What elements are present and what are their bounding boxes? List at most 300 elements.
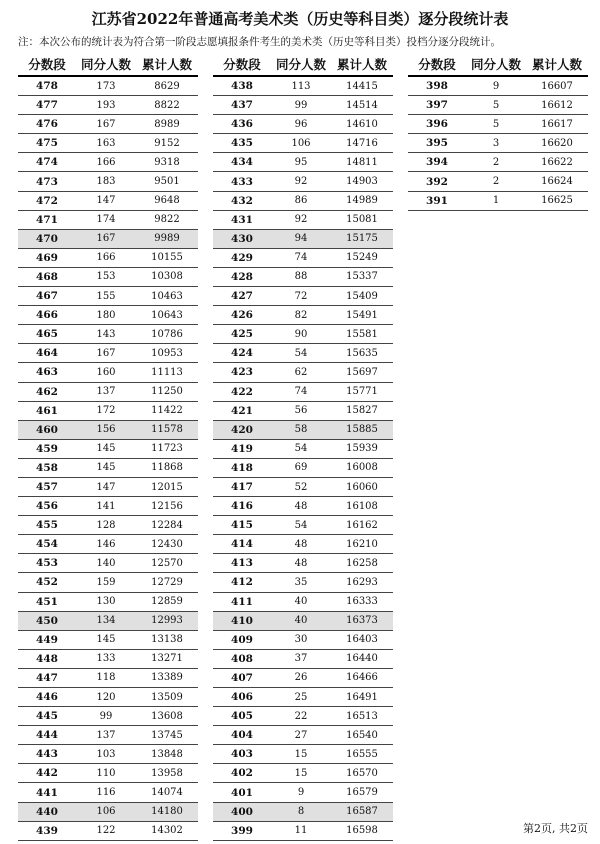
same-count-cell: 94 <box>271 229 331 248</box>
cumulative-cell: 12430 <box>136 535 198 554</box>
table-row <box>213 115 393 134</box>
cumulative-cell: 15337 <box>331 267 393 286</box>
score-cell: 452 <box>18 573 76 592</box>
table-header-row <box>18 52 198 76</box>
same-count-cell: 40 <box>271 611 331 630</box>
score-cell: 420 <box>213 420 271 439</box>
table-row <box>18 344 198 363</box>
score-cell: 430 <box>213 229 271 248</box>
header-same-count: 同分人数 <box>271 52 331 76</box>
same-count-cell: 160 <box>76 363 136 382</box>
same-count-cell: 103 <box>76 745 136 764</box>
score-cell: 436 <box>213 115 271 134</box>
table-row <box>18 668 198 687</box>
score-cell: 424 <box>213 344 271 363</box>
cumulative-cell: 15409 <box>331 287 393 306</box>
table-row <box>18 458 198 477</box>
same-count-cell: 99 <box>76 707 136 726</box>
score-cell: 470 <box>18 229 76 248</box>
same-count-cell: 48 <box>271 554 331 573</box>
score-cell: 409 <box>213 630 271 649</box>
score-cell: 460 <box>18 420 76 439</box>
same-count-cell: 8 <box>271 802 331 821</box>
score-cell: 396 <box>408 115 466 134</box>
same-count-cell: 54 <box>271 344 331 363</box>
cumulative-cell: 9822 <box>136 210 198 229</box>
same-count-cell: 40 <box>271 592 331 611</box>
score-cell: 391 <box>408 191 466 210</box>
score-cell: 419 <box>213 439 271 458</box>
table-row <box>213 76 393 96</box>
table-row <box>18 516 198 535</box>
cumulative-cell: 16513 <box>331 707 393 726</box>
header-cumulative: 累计人数 <box>331 52 393 76</box>
table-row <box>408 172 588 191</box>
same-count-cell: 74 <box>271 248 331 267</box>
same-count-cell: 145 <box>76 458 136 477</box>
cumulative-cell: 14989 <box>331 191 393 210</box>
table-row <box>18 153 198 172</box>
same-count-cell: 9 <box>271 783 331 802</box>
same-count-cell: 137 <box>76 726 136 745</box>
cumulative-cell: 10308 <box>136 267 198 286</box>
table-row <box>213 516 393 535</box>
table-row <box>18 573 198 592</box>
same-count-cell: 25 <box>271 688 331 707</box>
table-row <box>408 191 588 210</box>
score-cell: 451 <box>18 592 76 611</box>
cumulative-cell: 16620 <box>526 134 588 153</box>
same-count-cell: 120 <box>76 688 136 707</box>
cumulative-cell: 13848 <box>136 745 198 764</box>
cumulative-cell: 15697 <box>331 363 393 382</box>
same-count-cell: 58 <box>271 420 331 439</box>
table-row <box>18 439 198 458</box>
same-count-cell: 56 <box>271 401 331 420</box>
cumulative-cell: 9318 <box>136 153 198 172</box>
score-cell: 461 <box>18 401 76 420</box>
table-row <box>213 229 393 248</box>
score-cell: 450 <box>18 611 76 630</box>
table-row <box>213 573 393 592</box>
score-cell: 448 <box>18 649 76 668</box>
table-row <box>18 726 198 745</box>
same-count-cell: 95 <box>271 153 331 172</box>
cumulative-cell: 14811 <box>331 153 393 172</box>
cumulative-cell: 12859 <box>136 592 198 611</box>
cumulative-cell: 11422 <box>136 401 198 420</box>
same-count-cell: 82 <box>271 306 331 325</box>
score-cell: 435 <box>213 134 271 153</box>
same-count-cell: 92 <box>271 210 331 229</box>
table-row <box>18 306 198 325</box>
same-count-cell: 62 <box>271 363 331 382</box>
score-cell: 425 <box>213 325 271 344</box>
same-count-cell: 15 <box>271 745 331 764</box>
same-count-cell: 48 <box>271 497 331 516</box>
table-row <box>18 76 198 96</box>
cumulative-cell: 16622 <box>526 153 588 172</box>
header-same-count: 同分人数 <box>466 52 526 76</box>
table-row <box>18 287 198 306</box>
cumulative-cell: 9989 <box>136 229 198 248</box>
table-row <box>213 726 393 745</box>
cumulative-cell: 8822 <box>136 96 198 115</box>
cumulative-cell: 16008 <box>331 458 393 477</box>
cumulative-cell: 13271 <box>136 649 198 668</box>
same-count-cell: 140 <box>76 554 136 573</box>
same-count-cell: 174 <box>76 210 136 229</box>
same-count-cell: 141 <box>76 497 136 516</box>
table-row <box>213 821 393 840</box>
same-count-cell: 27 <box>271 726 331 745</box>
table-row <box>18 745 198 764</box>
table-row <box>213 764 393 783</box>
table-row <box>18 134 198 153</box>
score-cell: 429 <box>213 248 271 267</box>
same-count-cell: 96 <box>271 115 331 134</box>
cumulative-cell: 14302 <box>136 821 198 840</box>
score-cell: 439 <box>18 821 76 840</box>
cumulative-cell: 15175 <box>331 229 393 248</box>
table-row <box>18 783 198 802</box>
table-row <box>213 707 393 726</box>
same-count-cell: 48 <box>271 535 331 554</box>
same-count-cell: 2 <box>466 172 526 191</box>
header-cumulative: 累计人数 <box>136 52 198 76</box>
table-row <box>408 134 588 153</box>
table-row <box>213 344 393 363</box>
score-cell: 477 <box>18 96 76 115</box>
same-count-cell: 72 <box>271 287 331 306</box>
score-cell: 432 <box>213 191 271 210</box>
same-count-cell: 145 <box>76 439 136 458</box>
cumulative-cell: 16293 <box>331 573 393 592</box>
cumulative-cell: 10463 <box>136 287 198 306</box>
score-cell: 437 <box>213 96 271 115</box>
cumulative-cell: 12015 <box>136 477 198 496</box>
table-row <box>213 153 393 172</box>
cumulative-cell: 16373 <box>331 611 393 630</box>
cumulative-cell: 13389 <box>136 668 198 687</box>
table-row <box>213 688 393 707</box>
cumulative-cell: 11250 <box>136 382 198 401</box>
same-count-cell: 30 <box>271 630 331 649</box>
score-cell: 412 <box>213 573 271 592</box>
cumulative-cell: 16403 <box>331 630 393 649</box>
score-table <box>213 52 393 841</box>
same-count-cell: 172 <box>76 401 136 420</box>
cumulative-cell: 13745 <box>136 726 198 745</box>
table-row <box>213 210 393 229</box>
cumulative-cell: 12570 <box>136 554 198 573</box>
cumulative-cell: 10953 <box>136 344 198 363</box>
same-count-cell: 90 <box>271 325 331 344</box>
table-row <box>213 306 393 325</box>
cumulative-cell: 11723 <box>136 439 198 458</box>
table-row <box>408 115 588 134</box>
cumulative-cell: 16607 <box>526 76 588 96</box>
same-count-cell: 167 <box>76 229 136 248</box>
table-row <box>408 96 588 115</box>
score-cell: 464 <box>18 344 76 363</box>
table-row <box>213 267 393 286</box>
score-cell: 469 <box>18 248 76 267</box>
cumulative-cell: 9648 <box>136 191 198 210</box>
same-count-cell: 122 <box>76 821 136 840</box>
score-cell: 433 <box>213 172 271 191</box>
same-count-cell: 167 <box>76 115 136 134</box>
score-cell: 446 <box>18 688 76 707</box>
same-count-cell: 5 <box>466 96 526 115</box>
score-cell: 395 <box>408 134 466 153</box>
table-row <box>213 382 393 401</box>
same-count-cell: 130 <box>76 592 136 611</box>
table-row <box>213 191 393 210</box>
same-count-cell: 147 <box>76 191 136 210</box>
header-score: 分数段 <box>18 52 76 76</box>
score-cell: 403 <box>213 745 271 764</box>
score-cell: 413 <box>213 554 271 573</box>
table-row <box>408 153 588 172</box>
cumulative-cell: 13509 <box>136 688 198 707</box>
score-cell: 401 <box>213 783 271 802</box>
table-row <box>18 554 198 573</box>
table-row <box>18 191 198 210</box>
table-row <box>213 802 393 821</box>
table-row <box>18 229 198 248</box>
table-row <box>18 325 198 344</box>
table-row <box>18 764 198 783</box>
cumulative-cell: 15081 <box>331 210 393 229</box>
cumulative-cell: 16258 <box>331 554 393 573</box>
cumulative-cell: 15249 <box>331 248 393 267</box>
table-row <box>18 363 198 382</box>
score-cell: 478 <box>18 76 76 96</box>
score-cell: 410 <box>213 611 271 630</box>
score-cell: 457 <box>18 477 76 496</box>
table-row <box>213 649 393 668</box>
cumulative-cell: 10643 <box>136 306 198 325</box>
cumulative-cell: 16333 <box>331 592 393 611</box>
score-cell: 467 <box>18 287 76 306</box>
score-cell: 407 <box>213 668 271 687</box>
table-row <box>213 535 393 554</box>
score-cell: 447 <box>18 668 76 687</box>
score-cell: 414 <box>213 535 271 554</box>
same-count-cell: 166 <box>76 248 136 267</box>
table-row <box>18 611 198 630</box>
score-cell: 398 <box>408 76 466 96</box>
cumulative-cell: 12993 <box>136 611 198 630</box>
same-count-cell: 22 <box>271 707 331 726</box>
same-count-cell: 69 <box>271 458 331 477</box>
same-count-cell: 143 <box>76 325 136 344</box>
score-cell: 405 <box>213 707 271 726</box>
table-row <box>18 96 198 115</box>
table-row <box>213 668 393 687</box>
cumulative-cell: 15771 <box>331 382 393 401</box>
table-row <box>213 172 393 191</box>
cumulative-cell: 16617 <box>526 115 588 134</box>
table-row <box>18 115 198 134</box>
score-cell: 441 <box>18 783 76 802</box>
cumulative-cell: 13138 <box>136 630 198 649</box>
cumulative-cell: 15885 <box>331 420 393 439</box>
score-cell: 471 <box>18 210 76 229</box>
table-row <box>18 267 198 286</box>
score-cell: 411 <box>213 592 271 611</box>
score-cell: 404 <box>213 726 271 745</box>
score-cell: 445 <box>18 707 76 726</box>
same-count-cell: 54 <box>271 516 331 535</box>
score-cell: 463 <box>18 363 76 382</box>
cumulative-cell: 15827 <box>331 401 393 420</box>
same-count-cell: 2 <box>466 153 526 172</box>
header-score: 分数段 <box>408 52 466 76</box>
cumulative-cell: 16440 <box>331 649 393 668</box>
table-row <box>213 592 393 611</box>
table-row <box>213 458 393 477</box>
table-row <box>18 688 198 707</box>
same-count-cell: 133 <box>76 649 136 668</box>
cumulative-cell: 12156 <box>136 497 198 516</box>
table-row <box>18 210 198 229</box>
table-row <box>213 477 393 496</box>
score-cell: 418 <box>213 458 271 477</box>
same-count-cell: 128 <box>76 516 136 535</box>
table-row <box>18 821 198 840</box>
same-count-cell: 118 <box>76 668 136 687</box>
table-note: 注：本次公布的统计表为符合第一阶段志愿填报条件考生的美术类（历史等科目类）投档分逐分段统计。 <box>18 36 501 48</box>
cumulative-cell: 16162 <box>331 516 393 535</box>
score-cell: 465 <box>18 325 76 344</box>
cumulative-cell: 16570 <box>331 764 393 783</box>
same-count-cell: 116 <box>76 783 136 802</box>
same-count-cell: 92 <box>271 172 331 191</box>
score-cell: 473 <box>18 172 76 191</box>
header-score: 分数段 <box>213 52 271 76</box>
table-header-row <box>213 52 393 76</box>
score-cell: 458 <box>18 458 76 477</box>
cumulative-cell: 15635 <box>331 344 393 363</box>
cumulative-cell: 11578 <box>136 420 198 439</box>
score-cell: 427 <box>213 287 271 306</box>
cumulative-cell: 16540 <box>331 726 393 745</box>
table-row <box>213 439 393 458</box>
score-table-column-2 <box>213 52 393 841</box>
score-cell: 406 <box>213 688 271 707</box>
score-cell: 443 <box>18 745 76 764</box>
score-table <box>408 52 588 211</box>
score-cell: 392 <box>408 172 466 191</box>
same-count-cell: 134 <box>76 611 136 630</box>
table-row <box>18 592 198 611</box>
same-count-cell: 37 <box>271 649 331 668</box>
cumulative-cell: 16108 <box>331 497 393 516</box>
cumulative-cell: 8989 <box>136 115 198 134</box>
cumulative-cell: 9501 <box>136 172 198 191</box>
same-count-cell: 106 <box>271 134 331 153</box>
same-count-cell: 9 <box>466 76 526 96</box>
score-cell: 402 <box>213 764 271 783</box>
cumulative-cell: 10786 <box>136 325 198 344</box>
score-cell: 462 <box>18 382 76 401</box>
table-row <box>18 802 198 821</box>
table-row <box>213 325 393 344</box>
table-row <box>213 96 393 115</box>
same-count-cell: 5 <box>466 115 526 134</box>
table-row <box>18 248 198 267</box>
cumulative-cell: 16612 <box>526 96 588 115</box>
score-cell: 455 <box>18 516 76 535</box>
score-cell: 416 <box>213 497 271 516</box>
cumulative-cell: 14180 <box>136 802 198 821</box>
same-count-cell: 147 <box>76 477 136 496</box>
same-count-cell: 110 <box>76 764 136 783</box>
same-count-cell: 54 <box>271 439 331 458</box>
table-row <box>18 630 198 649</box>
cumulative-cell: 13608 <box>136 707 198 726</box>
same-count-cell: 167 <box>76 344 136 363</box>
score-cell: 417 <box>213 477 271 496</box>
same-count-cell: 11 <box>271 821 331 840</box>
cumulative-cell: 15491 <box>331 306 393 325</box>
score-table-column-3 <box>408 52 588 211</box>
score-cell: 456 <box>18 497 76 516</box>
same-count-cell: 146 <box>76 535 136 554</box>
score-cell: 397 <box>408 96 466 115</box>
score-cell: 459 <box>18 439 76 458</box>
cumulative-cell: 10155 <box>136 248 198 267</box>
score-cell: 453 <box>18 554 76 573</box>
same-count-cell: 137 <box>76 382 136 401</box>
same-count-cell: 88 <box>271 267 331 286</box>
same-count-cell: 26 <box>271 668 331 687</box>
score-cell: 438 <box>213 76 271 96</box>
same-count-cell: 183 <box>76 172 136 191</box>
same-count-cell: 155 <box>76 287 136 306</box>
table-row <box>18 382 198 401</box>
table-row <box>18 477 198 496</box>
score-cell: 408 <box>213 649 271 668</box>
score-cell: 434 <box>213 153 271 172</box>
same-count-cell: 74 <box>271 382 331 401</box>
table-row <box>18 497 198 516</box>
score-cell: 476 <box>18 115 76 134</box>
score-cell: 394 <box>408 153 466 172</box>
cumulative-cell: 16598 <box>331 821 393 840</box>
same-count-cell: 153 <box>76 267 136 286</box>
score-cell: 442 <box>18 764 76 783</box>
cumulative-cell: 16060 <box>331 477 393 496</box>
table-row <box>18 172 198 191</box>
cumulative-cell: 9152 <box>136 134 198 153</box>
cumulative-cell: 14903 <box>331 172 393 191</box>
score-cell: 431 <box>213 210 271 229</box>
same-count-cell: 180 <box>76 306 136 325</box>
same-count-cell: 35 <box>271 573 331 592</box>
cumulative-cell: 16466 <box>331 668 393 687</box>
table-row <box>213 287 393 306</box>
cumulative-cell: 16555 <box>331 745 393 764</box>
same-count-cell: 166 <box>76 153 136 172</box>
same-count-cell: 52 <box>271 477 331 496</box>
score-table-column-1 <box>18 52 198 841</box>
cumulative-cell: 14514 <box>331 96 393 115</box>
score-cell: 449 <box>18 630 76 649</box>
cumulative-cell: 13958 <box>136 764 198 783</box>
